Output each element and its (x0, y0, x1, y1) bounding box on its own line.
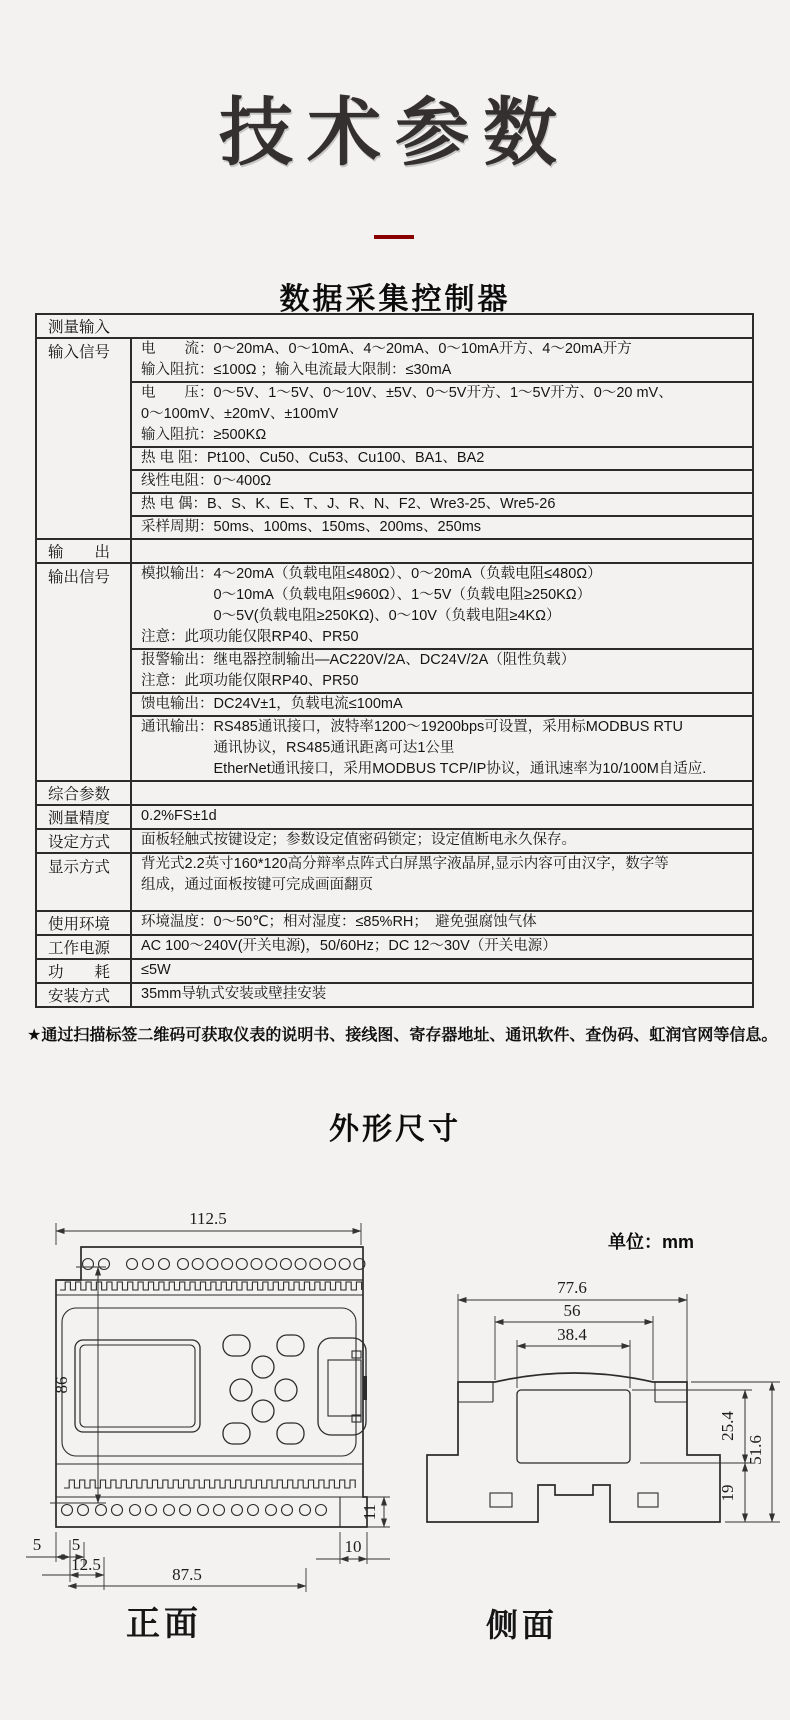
side-view-drawing (400, 1258, 790, 1560)
svg-text:25.4: 25.4 (718, 1411, 737, 1441)
table-row-mounting (37, 982, 752, 1006)
spec-line: AC 100～240V(开关电源)，50/60Hz；DC 12～30V（开关电源） (141, 938, 557, 954)
spec-cell-sample-period (132, 515, 752, 538)
row-label: 测量精度 (37, 806, 132, 828)
svg-text:56: 56 (563, 1301, 581, 1320)
row-label: 输出信号 (37, 564, 132, 780)
product-subtitle: 数据采集控制器 (279, 283, 511, 316)
spec-line: 线性电阻：0～400Ω (141, 473, 272, 489)
front-dim-height (50, 1267, 106, 1503)
row-label: 安装方式 (37, 984, 132, 1006)
side-dim-inner-width (517, 1325, 630, 1388)
bottom-vent-zigzag (64, 1480, 355, 1488)
row-label: 使用环境 (37, 912, 132, 934)
spec-line: EtherNet通讯接口，采用MODBUS TCP/IP协议，通讯速率为10/100M自适应. (141, 761, 707, 777)
row-content (132, 806, 752, 828)
spec-cell-voltage (132, 381, 752, 446)
svg-text:77.6: 77.6 (557, 1278, 587, 1297)
side-hole-right (638, 1493, 658, 1507)
table-row-output-section (37, 538, 752, 562)
spec-line: 输入阻抗：≥500KΩ (141, 427, 267, 443)
display-window (75, 1340, 200, 1432)
spec-line: 0～5V(负载电阻≥250KΩ)、0～10V（负载电阻≥4KΩ） (141, 608, 561, 624)
table-row-general-section (37, 780, 752, 804)
row-content-empty (132, 540, 752, 562)
spec-line: 馈电输出：DC24V±1，负载电流≤100mA (141, 696, 403, 712)
keypad (223, 1335, 304, 1444)
spec-cell-linear-resistance (132, 469, 752, 492)
row-content (132, 564, 752, 780)
row-content (132, 936, 752, 958)
spec-line: 35mm导轨式安装或壁挂安装 (141, 986, 327, 1002)
row-content (132, 960, 752, 982)
side-view-label: 侧面 (486, 1607, 559, 1643)
svg-text:38.4: 38.4 (557, 1325, 587, 1344)
spec-line: 报警输出：继电器控制输出—AC220V/2A、DC24V/2A（阻性负载） (141, 652, 576, 668)
dimensions-title: 外形尺寸 (329, 1113, 461, 1146)
spec-line: ≤5W (141, 962, 171, 978)
row-content (132, 984, 752, 1006)
front-view-label: 正面 (126, 1605, 202, 1643)
table-row-consumption (37, 958, 752, 982)
row-content-empty (132, 782, 752, 804)
side-module-box (517, 1390, 630, 1463)
svg-text:87.5: 87.5 (172, 1565, 202, 1584)
spec-line: 采样周期：50ms、100ms、150ms、200ms、250ms (141, 519, 482, 535)
row-label: 综合参数 (37, 782, 132, 804)
spec-table (35, 313, 754, 1008)
svg-text:51.6: 51.6 (746, 1435, 765, 1465)
spec-line: 环境温度：0～50℃；相对湿度：≤85%RH； 避免强腐蚀气体 (141, 914, 537, 930)
qr-note: ★通过扫描标签二维码可获取仪表的说明书、接线图、寄存器地址、通讯软件、查伪码、虹润官网等信息。 (27, 1027, 778, 1044)
table-row-input-signal (37, 337, 752, 538)
row-content (132, 339, 752, 538)
unit-label: 单位：mm (607, 1232, 694, 1252)
spec-cell-rtd (132, 446, 752, 469)
spec-cell-comm-output (132, 715, 752, 780)
front-view-drawing (0, 1112, 395, 1607)
spec-line: 输入阻抗：≤100Ω ；输入电流最大限制：≤30mA (141, 362, 452, 378)
side-neck-steps (458, 1382, 687, 1402)
svg-text:86: 86 (52, 1376, 71, 1394)
spec-line: 0～100mV、±20mV、±100mV (141, 406, 339, 422)
front-dim-width (56, 1209, 361, 1245)
accent-dash (374, 235, 414, 239)
spec-line: 背光式2.2英寸160*120高分辩率点阵式白屏黑字液晶屏,显示内容可由汉字，数字等 (141, 856, 669, 872)
row-label: 功 耗 (37, 960, 132, 982)
spec-line: 热 电 偶：B、S、K、E、T、J、R、N、F2、Wre3-25、Wre5-26 (141, 496, 556, 512)
row-label: 输入信号 (37, 339, 132, 538)
row-label: 测量输入 (48, 319, 111, 336)
svg-text:10: 10 (344, 1537, 362, 1556)
front-panel-outline (62, 1308, 356, 1456)
front-dim-step (316, 1497, 390, 1564)
svg-text:112.5: 112.5 (189, 1209, 227, 1228)
row-label: 输 出 (37, 540, 132, 562)
table-row-display (37, 852, 752, 910)
spec-line: 0.2%FS±1d (141, 808, 217, 824)
table-row-setting (37, 828, 752, 852)
spec-cell-feed-output (132, 692, 752, 715)
row-content (132, 854, 752, 910)
row-content (132, 912, 752, 934)
table-row-accuracy (37, 804, 752, 828)
side-hole-left (490, 1493, 512, 1507)
row-content (132, 830, 752, 852)
spec-line: 电 压：0～5V、1～5V、0～10V、±5V、0～5V开方、1～5V开方、0～20 mV、 (141, 385, 673, 401)
table-row-output-signal (37, 562, 752, 780)
spec-line: 通讯输出：RS485通讯接口，波特率1200～19200bps可设置，采用标MODBUS RTU (141, 719, 683, 735)
svg-text:19: 19 (718, 1484, 737, 1502)
bottom-terminal-circles (62, 1505, 327, 1516)
top-terminal-circles (83, 1259, 365, 1270)
svg-text:11: 11 (360, 1503, 379, 1521)
spec-line: 热 电 阻：Pt100、Cu50、Cu53、Cu100、BA1、BA2 (141, 450, 485, 466)
side-dim-heights (632, 1382, 780, 1522)
spec-line: 0～10mA（负载电阻≤960Ω）、1～5V（负载电阻≥250KΩ） (141, 587, 592, 603)
spec-cell-alarm-output (132, 648, 752, 692)
spec-line: 注意：此项功能仅限RP40、PR50 (141, 629, 359, 645)
page-title: 技术参数 (219, 91, 571, 174)
row-label: 显示方式 (37, 854, 132, 910)
spec-line: 通讯协议，RS485通讯距离可达1公里 (141, 740, 455, 756)
table-row-environment (37, 910, 752, 934)
front-dim-offsets (26, 1532, 306, 1592)
svg-text:12.5: 12.5 (71, 1555, 101, 1574)
spec-line: 注意：此项功能仅限RP40、PR50 (141, 673, 359, 689)
spec-cell-current (132, 339, 752, 381)
spec-cell-thermocouple (132, 492, 752, 515)
spec-line: 模拟输出：4～20mA（负载电阻≤480Ω）、0～20mA（负载电阻≤480Ω） (141, 566, 602, 582)
side-profile-outline (427, 1373, 720, 1522)
svg-text:5: 5 (32, 1535, 42, 1554)
ethernet-port (318, 1338, 367, 1435)
spec-cell-analog-output (132, 564, 752, 648)
table-row-power-supply (37, 934, 752, 958)
table-row-measure-input (37, 315, 752, 337)
spec-line: 组成，通过面板按键可完成画面翻页 (141, 877, 373, 893)
spec-line: 电 流：0～20mA、0～10mA、4～20mA、0～10mA开方、4～20mA开方 (141, 341, 632, 357)
row-label: 工作电源 (37, 936, 132, 958)
row-label: 设定方式 (37, 830, 132, 852)
svg-text:5: 5 (71, 1535, 81, 1554)
top-vent-zigzag (60, 1282, 362, 1290)
spec-line: 面板轻触式按键设定；参数设定值密码锁定；设定值断电永久保存。 (141, 832, 576, 848)
